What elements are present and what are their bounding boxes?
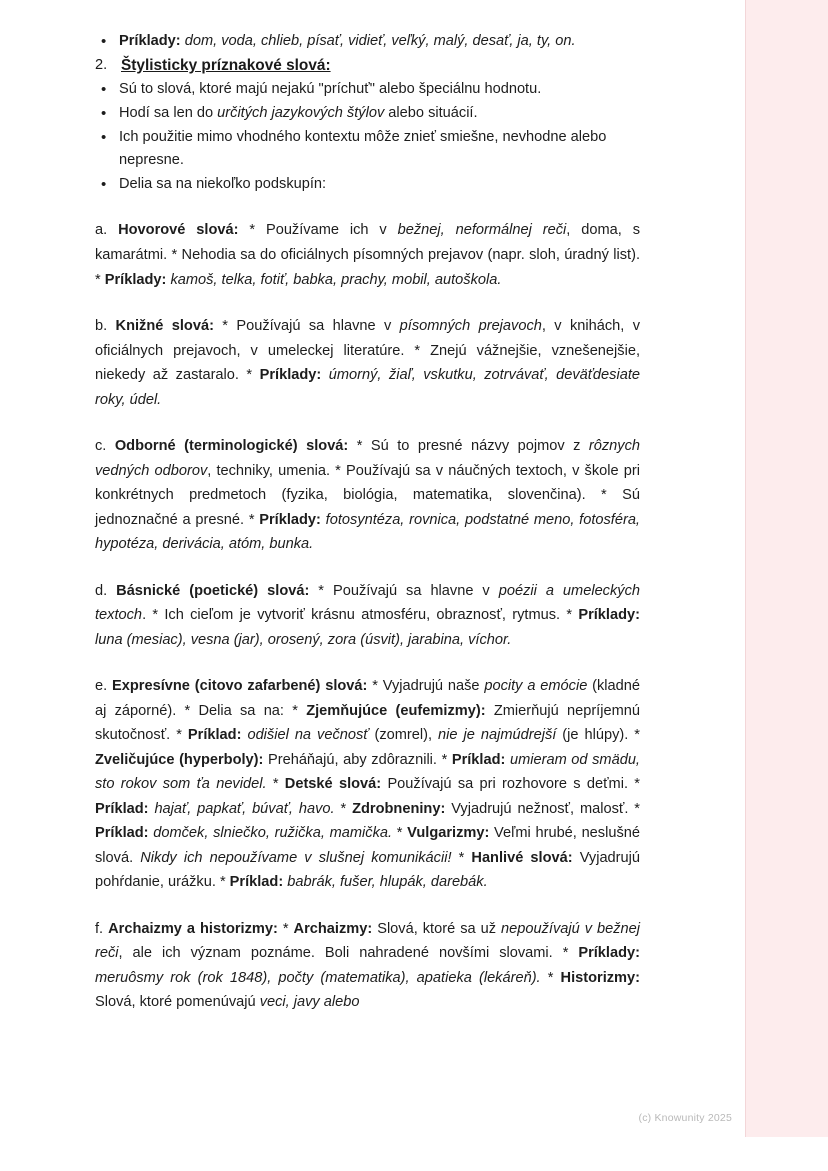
plain-text: * [334,800,353,817]
list-item [95,30,640,54]
subsection-paragraph [95,674,640,895]
subsection-title: Básnické (poetické) slová: [116,582,310,599]
subsection-title: Hovorové slová: [118,222,239,239]
strong-text: Príklad: [187,727,242,744]
decorative-side-band [745,0,828,1137]
strong-text: Hanlivé slová: [471,849,573,866]
subsection-title: Knižné slová: [115,318,214,335]
plain-text: . * Ich cieľom je vytvoriť krásnu atmosféru, obraznosť, rytmus. * [142,607,579,624]
plain-text: * [540,969,561,986]
plain-text: Slová, ktoré sa už [372,920,502,937]
subsection-marker: d. [95,582,117,599]
strong-text: Príklady: [259,511,321,528]
plain-text: * [392,825,408,842]
plain-text: (zomrel), [368,727,439,744]
plain-text: * Používame ich v [238,222,398,239]
emphasis-text: rôznych vedných odborov [95,438,640,479]
plain-text: * Vyjadrujú naše [367,678,485,695]
list-item [95,78,640,102]
emphasis-text: odišiel na večnosť [241,727,369,744]
section-2 [95,54,640,79]
subsection-marker: f. [95,920,109,937]
plain-text: Vyjadrujú pohŕdanie, urážku. * [95,849,641,891]
section-number: 2. [95,56,108,73]
subsection-marker: b. [95,318,116,335]
plain-text: , v knihách, v oficiálnych prejavoch, v umeleckej literatúre. * Znejú vážnejšie, vznešenejšie, niekedy až zastaralo. * [95,318,640,384]
subsection-container [95,218,640,1014]
emphasis-text: úmorný, žiaľ, vskutku, zotrvávať, deväťdesiate roky, údel. [95,367,640,408]
strong-text: Historizmy: [560,969,640,986]
emphasis-text: poézii a umeleckých textoch [95,582,640,624]
subsection-paragraph [95,917,640,1015]
strong-text: Príklad: [95,800,149,817]
list-item [95,102,640,126]
emphasis-text: nepoužívajú v bežnej reči [95,920,641,962]
subsection-marker: c. [95,438,115,455]
emphasis-text: babrák, fušer, hlupák, darebák. [283,874,488,891]
subsection-title: Odborné (terminologické) slová: [114,438,349,455]
plain-text: * Používajú sa hlavne v [309,582,499,599]
strong-text: Príklad: [451,751,506,768]
section-2-bullets [95,78,640,196]
plain-text: (kladné aj záporné). * Delia sa na: * [95,678,641,719]
strong-text: Príklady: [259,367,322,384]
subsection-paragraph [95,434,640,557]
strong-text: Archaizmy: [293,920,373,937]
strong-text: Detské slová: [284,776,382,793]
plain-text: Preháňajú, aby zdôraznili. * [263,751,452,768]
watermark: (c) Knowunity 2025 [638,1112,732,1124]
section-title: Štylisticky príznakové slová: [121,56,331,74]
plain-text: , ale ich význam poznáme. Boli nahradené novšími slovami. * [118,945,579,962]
strong-text: Príklady: [578,607,640,624]
emphasis-text: luna (mesiac), vesna (jar), orosený, zora (úsvit), jarabina, víchor. [95,631,512,648]
emphasis-text: umieram od smädu, sto rokov som ťa nevidel. [95,751,640,793]
document-content [95,30,640,1015]
section-heading-item [95,54,640,79]
plain-text: * [451,849,472,866]
plain-text: Veľmi hrubé, neslušné slová. [95,825,640,866]
plain-text: * [277,920,294,937]
plain-text: * [266,776,285,793]
subsection-paragraph [95,579,640,653]
intro-examples-list [95,30,640,54]
plain-text: (je hlúpy). * [556,727,640,744]
emphasis-text: pocity a emócie [484,678,588,695]
strong-text: Zdrobneniny: [352,800,446,817]
bullet-text: Delia sa na niekoľko podskupín: [119,175,327,192]
list-item [95,126,640,173]
emphasis-text: meruôsmy rok (rok 1848), počty (matematika), apatieka (lekáreň). [95,969,541,986]
emphasis-text: bežnej, neformálnej reči [397,222,567,239]
strong-text: Príklad: [229,874,284,891]
strong-text: Príklady: [104,271,167,288]
subsection-title: Archaizmy a historizmy: [108,920,278,937]
strong-text: Zveličujúce (hyperboly): [95,751,264,768]
plain-text: , techniky, umenia. * Používajú sa v náučných textoch, v škole pri konkrétnych predmetoch (fyzika, biológia, matematika, slovenčina). * Sú jednoznačné a presné. * [95,462,640,528]
plain-text: * Sú to presné názvy pojmov z [348,438,589,455]
strong-text: Príklady: [578,945,640,962]
emphasis-text: domček, slniečko, ružička, mamička. [148,825,393,842]
bullet-text-post: alebo situácií. [384,104,478,121]
subsection-title: Expresívne (citovo zafarbené) slová: [112,678,368,695]
plain-text: Slová, ktoré pomenúvajú [95,994,260,1011]
plain-text: Zmierňujú nepríjemnú skutočnosť. * [95,702,640,744]
subsection-paragraph [95,314,640,412]
emphasis-text: fotosyntéza, rovnica, podstatné meno, fotosféra, hypotéza, derivácia, atóm, bunka. [95,511,640,553]
plain-text: , doma, s kamarátmi. * Nehodia sa do oficiálnych písomných prejavov (napr. sloh, úradný list). * [95,222,640,288]
emphasis-text: kamoš, telka, fotiť, babka, prachy, mobil, autoškola. [166,271,502,288]
emphasis-text: nie je najmúdrejší [438,727,557,744]
strong-text: Vulgarizmy: [407,825,490,842]
subsection-paragraph [95,218,640,292]
subsection-marker: e. [95,678,113,695]
plain-text: Používajú sa pri rozhovore s deťmi. * [381,776,640,793]
bullet-text: Sú to slová, ktoré majú nejakú "príchuť" alebo špeciálnu hodnotu. [119,81,542,98]
bullet-text-pre: Hodí sa len do [119,104,218,121]
emphasis-text: písomných prejavoch [399,318,542,335]
strong-text: Zjemňujúce (eufemizmy): [306,702,486,719]
examples-text: dom, voda, chlieb, písať, vidieť, veľký, malý, desať, ja, ty, on. [184,33,576,49]
emphasis-text: Nikdy ich nepoužívame v slušnej komunikácii! [140,849,452,866]
strong-text: Príklad: [95,825,149,842]
bullet-text: Ich použitie mimo vhodného kontextu môže znieť smiešne, nevhodne alebo nepresne. [119,128,607,169]
plain-text: * Používajú sa hlavne v [213,318,400,335]
subsection-marker: a. [95,222,119,239]
examples-label: Príklady: [119,33,181,49]
list-item [95,173,640,197]
emphasis-text: veci, javy alebo [259,994,360,1011]
plain-text: Vyjadrujú nežnosť, malosť. * [445,800,640,817]
bullet-text-emphasis: určitých jazykových štýlov [217,104,385,121]
emphasis-text: hajať, papkať, búvať, havo. [148,800,335,817]
